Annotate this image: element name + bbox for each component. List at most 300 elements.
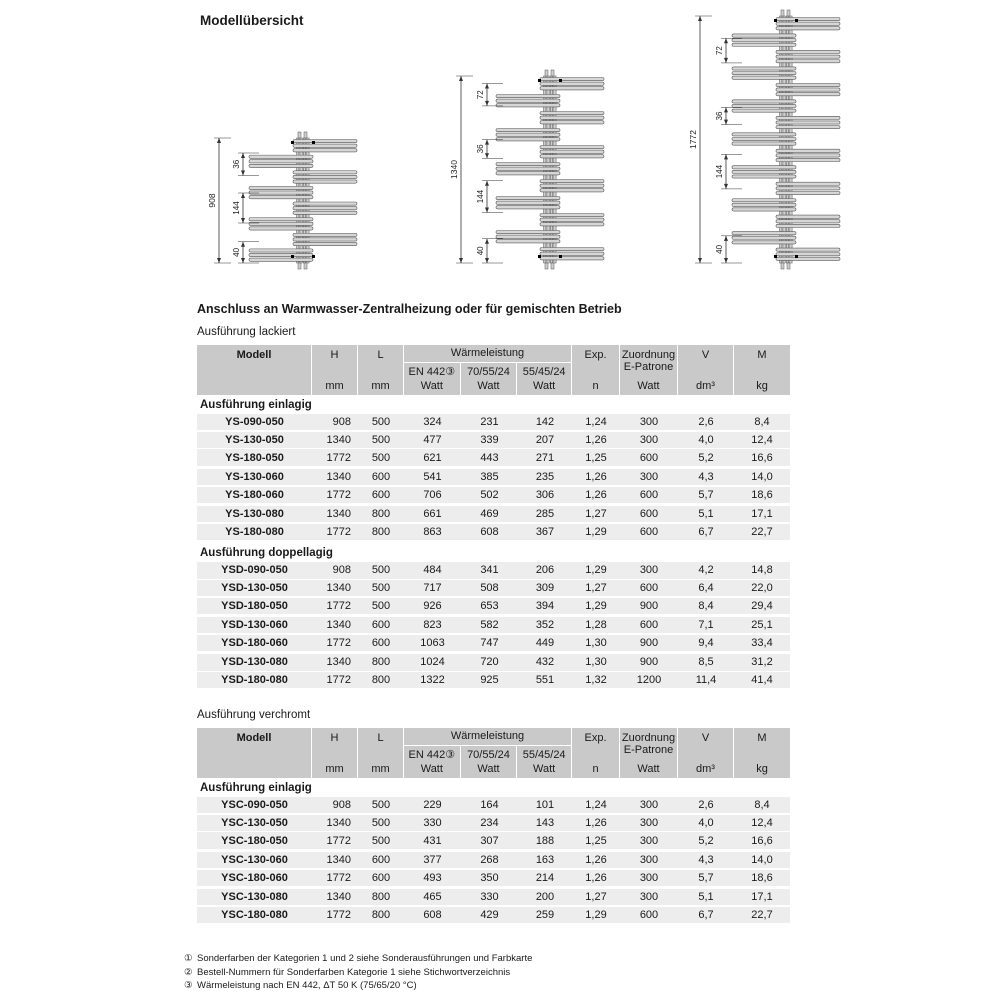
value-cell: 330 xyxy=(423,816,442,829)
section-heading: Anschluss an Warmwasser-Zentralheizung oder für gemischten Betrieb xyxy=(197,302,622,316)
value-cell: 300 xyxy=(639,871,659,884)
value-cell: 16,6 xyxy=(751,834,773,847)
value-cell: 1,26 xyxy=(585,433,607,446)
footnote-marker: ② xyxy=(184,966,193,978)
value-cell: 500 xyxy=(371,433,391,446)
model-cell: YS-180-080 xyxy=(225,525,284,538)
table-row xyxy=(197,797,790,813)
value-cell: 1772 xyxy=(326,451,351,464)
value-cell: 908 xyxy=(332,416,351,429)
value-cell: 800 xyxy=(371,656,391,669)
value-cell: 8,4 xyxy=(754,799,770,812)
column-header: Modell xyxy=(197,728,312,778)
value-cell: 394 xyxy=(535,599,555,612)
value-cell: 18,6 xyxy=(751,871,773,884)
value-cell: 582 xyxy=(480,619,499,632)
value-cell: 259 xyxy=(535,908,555,921)
value-cell: 164 xyxy=(480,799,499,812)
value-cell: 431 xyxy=(423,834,442,847)
value-cell: 1200 xyxy=(636,674,662,687)
footnote-marker: ③ xyxy=(184,980,193,991)
value-cell: 1,27 xyxy=(585,508,607,521)
value-cell: 1340 xyxy=(326,508,351,521)
value-cell: 5,2 xyxy=(698,834,714,847)
value-cell: 350 xyxy=(480,871,499,884)
value-cell: 385 xyxy=(480,471,499,484)
value-cell: 1340 xyxy=(326,891,351,904)
footnote-marker: ① xyxy=(184,953,193,964)
value-cell: 300 xyxy=(639,834,659,847)
value-cell: 200 xyxy=(535,891,555,904)
value-cell: 653 xyxy=(480,599,499,612)
value-cell: 1772 xyxy=(326,599,351,612)
value-cell: 600 xyxy=(371,636,391,649)
value-cell: 300 xyxy=(639,816,659,829)
value-cell: 1063 xyxy=(420,636,445,649)
value-cell: 1772 xyxy=(326,871,351,884)
row-group xyxy=(197,889,790,924)
value-cell: 1340 xyxy=(326,433,351,446)
column-header-group: Wärmeleistung EN 442③ Watt 70/55/24 Watt 55/45/24 Watt xyxy=(404,345,572,395)
table-row xyxy=(197,635,790,651)
value-cell: 500 xyxy=(371,816,391,829)
value-cell: 1,26 xyxy=(585,854,607,867)
value-cell: 309 xyxy=(535,582,555,595)
value-cell: 4,0 xyxy=(698,433,714,446)
svg-text:72: 72 xyxy=(476,90,485,100)
value-cell: 1,26 xyxy=(585,816,607,829)
table-verchromt xyxy=(197,728,790,926)
value-cell: 493 xyxy=(423,871,442,884)
value-cell: 661 xyxy=(423,508,442,521)
value-cell: 1772 xyxy=(326,636,351,649)
value-cell: 6,7 xyxy=(698,525,714,538)
value-cell: 307 xyxy=(480,834,499,847)
value-cell: 4,3 xyxy=(698,854,714,867)
table-header-row xyxy=(197,345,790,395)
value-cell: 214 xyxy=(535,871,555,884)
value-cell: 271 xyxy=(535,451,555,464)
model-cell: YSC-180-080 xyxy=(221,908,288,921)
value-cell: 500 xyxy=(371,451,391,464)
value-cell: 339 xyxy=(480,433,499,446)
svg-text:36: 36 xyxy=(715,111,724,121)
value-cell: 1772 xyxy=(326,525,351,538)
model-cell: YSC-130-080 xyxy=(221,891,288,904)
value-cell: 18,6 xyxy=(751,488,773,501)
value-cell: 500 xyxy=(371,564,391,577)
value-cell: 1340 xyxy=(326,656,351,669)
value-cell: 900 xyxy=(639,599,659,612)
value-cell: 600 xyxy=(639,451,659,464)
value-cell: 1,26 xyxy=(585,871,607,884)
column-subheader: 55/45/24 Watt xyxy=(522,366,566,392)
footnote-1 xyxy=(184,952,532,966)
value-cell: 1340 xyxy=(326,471,351,484)
value-cell: 823 xyxy=(423,619,442,632)
model-cell: YS-180-060 xyxy=(225,488,284,501)
model-cell: YSC-180-050 xyxy=(221,834,288,847)
section-label: Ausführung doppellagig xyxy=(197,543,790,562)
column-header: V dm³ xyxy=(678,345,734,395)
value-cell: 908 xyxy=(332,564,351,577)
table-row xyxy=(197,598,790,614)
value-cell: 8,4 xyxy=(754,416,770,429)
value-cell: 324 xyxy=(423,416,442,429)
svg-text:1772: 1772 xyxy=(688,130,698,149)
model-cell: YSD-180-080 xyxy=(221,674,288,687)
table-row xyxy=(197,580,790,596)
column-header: V dm³ xyxy=(678,728,734,778)
value-cell: 1,27 xyxy=(585,582,607,595)
table-caption-verchromt: Ausführung verchromt xyxy=(197,709,311,721)
value-cell: 908 xyxy=(332,799,351,812)
row-group xyxy=(197,414,790,467)
value-cell: 231 xyxy=(480,416,499,429)
value-cell: 12,4 xyxy=(751,816,773,829)
column-subheader: EN 442③ Watt xyxy=(404,363,461,395)
model-cell: YS-130-080 xyxy=(225,508,284,521)
value-cell: 377 xyxy=(423,854,442,867)
model-cell: YSD-130-080 xyxy=(221,656,288,669)
footnote-3 xyxy=(184,979,532,993)
row-group xyxy=(197,852,790,887)
value-cell: 600 xyxy=(639,582,659,595)
table-lackiert xyxy=(197,345,790,691)
value-cell: 2,6 xyxy=(698,416,714,429)
value-cell: 7,1 xyxy=(698,619,714,632)
value-cell: 1,24 xyxy=(585,416,607,429)
model-cell: YS-130-060 xyxy=(225,471,284,484)
table-row xyxy=(197,654,790,670)
value-cell: 101 xyxy=(535,799,555,812)
section-label: Ausführung einlagig xyxy=(197,778,790,797)
value-cell: 6,4 xyxy=(698,582,714,595)
table-row xyxy=(197,524,790,540)
value-cell: 1,32 xyxy=(585,674,607,687)
value-cell: 330 xyxy=(480,891,499,904)
table-row xyxy=(197,907,790,923)
value-cell: 5,7 xyxy=(698,871,714,884)
value-cell: 5,7 xyxy=(698,488,714,501)
value-cell: 29,4 xyxy=(751,599,773,612)
value-cell: 925 xyxy=(480,674,499,687)
row-group xyxy=(197,506,790,541)
value-cell: 502 xyxy=(480,488,499,501)
table-row xyxy=(197,672,790,688)
row-group xyxy=(197,797,790,850)
value-cell: 11,4 xyxy=(695,674,717,687)
value-cell: 22,7 xyxy=(751,908,773,921)
value-cell: 500 xyxy=(371,834,391,847)
radiator-drawing-1772 xyxy=(686,2,861,282)
column-header: L mm xyxy=(358,345,404,395)
value-cell: 500 xyxy=(371,416,391,429)
column-header: L mm xyxy=(358,728,404,778)
value-cell: 143 xyxy=(535,816,555,829)
value-cell: 1340 xyxy=(326,816,351,829)
model-cell: YSC-130-050 xyxy=(221,816,288,829)
value-cell: 608 xyxy=(480,525,499,538)
value-cell: 1,25 xyxy=(585,451,607,464)
column-header: Exp. n xyxy=(572,345,620,395)
svg-text:144: 144 xyxy=(476,189,485,204)
table-row xyxy=(197,815,790,831)
svg-text:908: 908 xyxy=(207,193,217,208)
model-cell: YSC-180-060 xyxy=(221,871,288,884)
table-row xyxy=(197,449,790,465)
svg-text:36: 36 xyxy=(232,159,241,169)
value-cell: 600 xyxy=(639,508,659,521)
value-cell: 31,2 xyxy=(751,656,773,669)
table-row xyxy=(197,506,790,522)
value-cell: 608 xyxy=(423,908,442,921)
radiator-drawing-908 xyxy=(203,124,368,282)
value-cell: 600 xyxy=(639,525,659,538)
value-cell: 600 xyxy=(639,619,659,632)
value-cell: 300 xyxy=(639,433,659,446)
value-cell: 800 xyxy=(371,908,391,921)
table-row xyxy=(197,852,790,868)
value-cell: 2,6 xyxy=(698,799,714,812)
model-cell: YS-180-050 xyxy=(225,451,284,464)
table-row xyxy=(197,432,790,448)
column-subheader: EN 442③ Watt xyxy=(404,746,461,778)
column-header: Zuordnung E-Patrone Watt xyxy=(620,345,678,395)
model-cell: YS-090-050 xyxy=(225,416,284,429)
value-cell: 1,24 xyxy=(585,799,607,812)
value-cell: 306 xyxy=(535,488,555,501)
value-cell: 600 xyxy=(639,488,659,501)
column-header: Zuordnung E-Patrone Watt xyxy=(620,728,678,778)
value-cell: 341 xyxy=(480,564,499,577)
value-cell: 1340 xyxy=(326,619,351,632)
value-cell: 1,26 xyxy=(585,488,607,501)
value-cell: 1,29 xyxy=(585,564,607,577)
column-header: H mm xyxy=(312,728,358,778)
footnote-text: Sonderfarben der Kategorien 1 und 2 siehe Sonderausführungen und Farbkarte xyxy=(197,953,533,964)
value-cell: 5,1 xyxy=(698,891,714,904)
value-cell: 600 xyxy=(371,854,391,867)
footnote-text: Bestell-Nummern für Sonderfarben Kategorie 1 siehe Stichwortverzeichnis xyxy=(197,966,511,978)
value-cell: 16,6 xyxy=(751,451,773,464)
model-cell: YS-130-050 xyxy=(225,433,284,446)
value-cell: 300 xyxy=(639,799,659,812)
model-cell: YSC-130-060 xyxy=(221,854,288,867)
value-cell: 163 xyxy=(535,854,555,867)
svg-text:40: 40 xyxy=(232,247,241,257)
value-cell: 449 xyxy=(535,636,555,649)
value-cell: 1772 xyxy=(326,488,351,501)
footnotes xyxy=(184,952,532,993)
value-cell: 800 xyxy=(371,891,391,904)
value-cell: 367 xyxy=(535,525,555,538)
value-cell: 142 xyxy=(535,416,555,429)
value-cell: 5,2 xyxy=(698,451,714,464)
value-cell: 621 xyxy=(423,451,442,464)
model-cell: YSD-130-050 xyxy=(221,582,288,595)
value-cell: 863 xyxy=(423,525,442,538)
svg-text:40: 40 xyxy=(476,246,485,256)
column-subheader: 55/45/24 Watt xyxy=(522,749,566,775)
value-cell: 9,4 xyxy=(698,636,714,649)
value-cell: 1,29 xyxy=(585,908,607,921)
value-cell: 800 xyxy=(371,525,391,538)
table-row xyxy=(197,469,790,485)
value-cell: 1,29 xyxy=(585,525,607,538)
value-cell: 188 xyxy=(535,834,555,847)
table-row xyxy=(197,889,790,905)
value-cell: 1,28 xyxy=(585,619,607,632)
value-cell: 1772 xyxy=(326,674,351,687)
table-row xyxy=(197,832,790,848)
column-subheader: 70/55/24 Watt xyxy=(461,363,518,395)
model-cell: YSD-180-050 xyxy=(221,599,288,612)
value-cell: 926 xyxy=(423,599,442,612)
value-cell: 12,4 xyxy=(751,433,773,446)
value-cell: 541 xyxy=(423,471,442,484)
value-cell: 4,2 xyxy=(698,564,714,577)
row-group xyxy=(197,562,790,615)
value-cell: 17,1 xyxy=(751,508,773,521)
value-cell: 1,29 xyxy=(585,599,607,612)
value-cell: 747 xyxy=(480,636,499,649)
value-cell: 500 xyxy=(371,799,391,812)
value-cell: 800 xyxy=(371,674,391,687)
value-cell: 1772 xyxy=(326,834,351,847)
value-cell: 229 xyxy=(423,799,442,812)
value-cell: 300 xyxy=(639,854,659,867)
value-cell: 300 xyxy=(639,891,659,904)
value-cell: 720 xyxy=(480,656,499,669)
value-cell: 706 xyxy=(423,488,442,501)
value-cell: 300 xyxy=(639,416,659,429)
value-cell: 717 xyxy=(423,582,442,595)
value-cell: 14,0 xyxy=(751,471,773,484)
value-cell: 500 xyxy=(371,582,391,595)
svg-text:36: 36 xyxy=(476,144,485,154)
radiator-drawing-1340 xyxy=(445,62,620,282)
value-cell: 1340 xyxy=(326,854,351,867)
value-cell: 443 xyxy=(480,451,499,464)
svg-text:1340: 1340 xyxy=(449,160,459,179)
value-cell: 8,5 xyxy=(698,656,714,669)
value-cell: 484 xyxy=(423,564,442,577)
value-cell: 8,4 xyxy=(698,599,714,612)
row-group xyxy=(197,617,790,652)
value-cell: 551 xyxy=(535,674,555,687)
value-cell: 300 xyxy=(639,564,659,577)
column-header: Exp. n xyxy=(572,728,620,778)
value-cell: 4,0 xyxy=(698,816,714,829)
value-cell: 600 xyxy=(371,471,391,484)
value-cell: 4,3 xyxy=(698,471,714,484)
table-row xyxy=(197,414,790,430)
value-cell: 207 xyxy=(535,433,555,446)
table-caption-lackiert: Ausführung lackiert xyxy=(197,326,296,338)
column-header-group: Wärmeleistung EN 442③ Watt 70/55/24 Watt 55/45/24 Watt xyxy=(404,728,572,778)
value-cell: 268 xyxy=(480,854,499,867)
value-cell: 508 xyxy=(480,582,499,595)
row-group xyxy=(197,469,790,504)
value-cell: 477 xyxy=(423,433,442,446)
value-cell: 1,27 xyxy=(585,891,607,904)
value-cell: 465 xyxy=(423,891,442,904)
footnote-text: Wärmeleistung nach EN 442, ΔT 50 K (75/65/20 °C) xyxy=(197,980,417,991)
value-cell: 206 xyxy=(535,564,555,577)
value-cell: 800 xyxy=(371,508,391,521)
value-cell: 352 xyxy=(535,619,555,632)
model-cell: YSD-090-050 xyxy=(221,564,288,577)
value-cell: 1024 xyxy=(420,656,445,669)
value-cell: 17,1 xyxy=(751,891,773,904)
value-cell: 25,1 xyxy=(751,619,773,632)
footnote-2 xyxy=(184,966,532,980)
value-cell: 469 xyxy=(480,508,499,521)
svg-text:144: 144 xyxy=(715,164,724,179)
value-cell: 429 xyxy=(480,908,499,921)
value-cell: 285 xyxy=(535,508,555,521)
value-cell: 432 xyxy=(535,656,555,669)
value-cell: 5,1 xyxy=(698,508,714,521)
value-cell: 1,25 xyxy=(585,834,607,847)
value-cell: 600 xyxy=(639,908,659,921)
value-cell: 300 xyxy=(639,471,659,484)
value-cell: 1,30 xyxy=(585,636,607,649)
value-cell: 22,7 xyxy=(751,525,773,538)
value-cell: 1340 xyxy=(326,582,351,595)
model-cell: YSD-130-060 xyxy=(221,619,288,632)
value-cell: 6,7 xyxy=(698,908,714,921)
column-header: M kg xyxy=(734,728,790,778)
value-cell: 234 xyxy=(480,816,499,829)
column-header: M kg xyxy=(734,345,790,395)
value-cell: 600 xyxy=(371,488,391,501)
svg-text:72: 72 xyxy=(715,46,724,56)
value-cell: 900 xyxy=(639,636,659,649)
section-label: Ausführung einlagig xyxy=(197,395,790,414)
value-cell: 14,0 xyxy=(751,854,773,867)
column-header: Modell xyxy=(197,345,312,395)
value-cell: 600 xyxy=(371,871,391,884)
svg-text:40: 40 xyxy=(715,244,724,254)
table-row xyxy=(197,870,790,886)
value-cell: 1322 xyxy=(420,674,445,687)
value-cell: 500 xyxy=(371,599,391,612)
svg-text:144: 144 xyxy=(232,201,241,215)
column-header: H mm xyxy=(312,345,358,395)
value-cell: 900 xyxy=(639,656,659,669)
value-cell: 1772 xyxy=(326,908,351,921)
table-row xyxy=(197,487,790,503)
value-cell: 1,30 xyxy=(585,656,607,669)
value-cell: 22,0 xyxy=(751,582,773,595)
page-title: Modellübersicht xyxy=(200,13,304,28)
value-cell: 33,4 xyxy=(751,636,773,649)
column-subheader: 70/55/24 Watt xyxy=(461,746,518,778)
model-cell: YSD-180-060 xyxy=(221,636,288,649)
table-row xyxy=(197,617,790,633)
model-cell: YSC-090-050 xyxy=(221,799,288,812)
table-row xyxy=(197,562,790,578)
row-group xyxy=(197,654,790,689)
value-cell: 14,8 xyxy=(751,564,773,577)
value-cell: 1,26 xyxy=(585,471,607,484)
value-cell: 600 xyxy=(371,619,391,632)
table-header-row xyxy=(197,728,790,778)
value-cell: 235 xyxy=(535,471,555,484)
value-cell: 41,4 xyxy=(751,674,773,687)
